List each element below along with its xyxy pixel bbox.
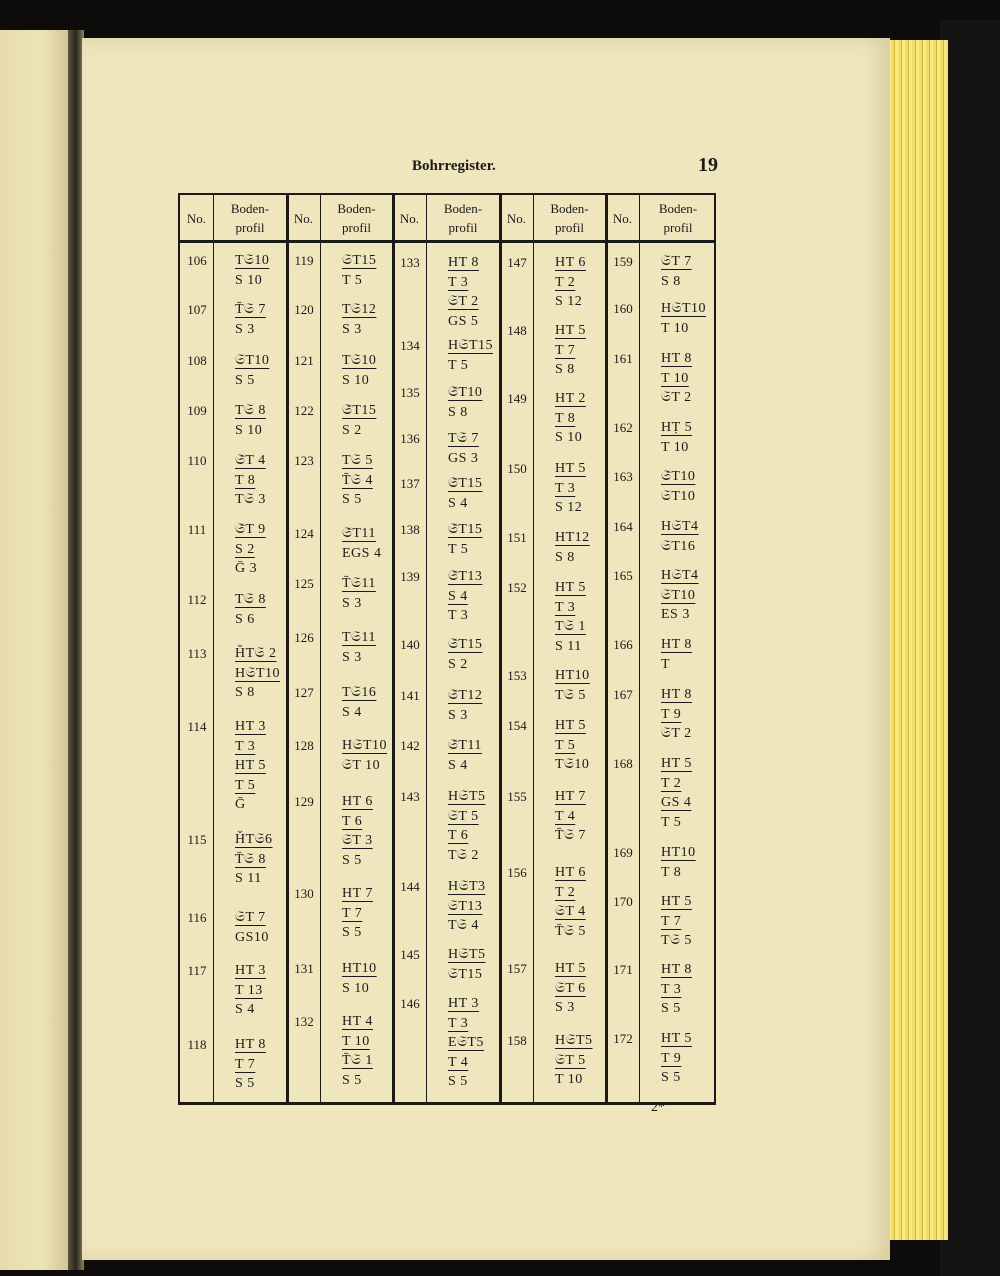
soil-profile-layer: HT 7 [555, 789, 586, 804]
soil-profile-layer: T 6 [448, 828, 469, 843]
entry-number: 147 [507, 255, 527, 270]
soil-profile-layer: T̄𝔖 7 [555, 828, 586, 843]
soil-profile-layer: T 2 [661, 775, 682, 791]
entry-number: 150 [507, 461, 527, 476]
entry-number: 117 [187, 963, 207, 978]
column-header-no: No. [186, 210, 207, 226]
soil-profile-layer: 𝔖T10 [661, 587, 696, 603]
soil-profile-layer: HT 8 [661, 351, 692, 366]
soil-profile-layer: T 8 [235, 472, 256, 488]
soil-profile-layer: T𝔖 8 [235, 592, 266, 607]
soil-profile-layer: S 10 [235, 272, 263, 288]
column-header-profile: Boden- profil [550, 201, 589, 235]
book-cover [940, 20, 1000, 1276]
soil-profile-layer: HT 8 [661, 687, 692, 702]
soil-profile-layer: HT 6 [555, 865, 586, 880]
entry-number: 106 [187, 253, 207, 268]
soil-profile-layer: S 4 [448, 495, 468, 511]
soil-profile-layer: 𝔖T10 [235, 353, 270, 368]
soil-profile-layer: T𝔖 4 [448, 918, 479, 933]
page-number: 19 [698, 154, 718, 176]
soil-profile-layer: HT 8 [448, 255, 479, 270]
soil-profile-layer: S 2 [342, 422, 362, 438]
soil-profile-layer: T 2 [555, 274, 576, 290]
entry-number: 119 [294, 253, 314, 268]
soil-profile-layer: S 3 [555, 1000, 575, 1015]
entry-number: 149 [507, 391, 527, 406]
soil-profile-layer: 𝔖̄T15 [342, 403, 377, 418]
soil-profile-layer: S 4 [342, 704, 362, 720]
soil-profile-layer: T 4 [448, 1054, 469, 1070]
soil-profile-layer: ȞT𝔖6 [235, 832, 273, 847]
soil-profile-layer: T 5 [448, 357, 469, 373]
soil-profile-layer: S 3 [235, 321, 255, 337]
entry-number: 143 [400, 789, 420, 804]
column-header-profile: Boden- profil [658, 201, 698, 235]
soil-profile-layer: S 10 [235, 422, 263, 438]
soil-profile-layer: T 13 [235, 982, 263, 998]
soil-profile-layer: T 3 [448, 274, 469, 290]
soil-profile-layer: 𝔖T16 [661, 538, 696, 554]
soil-profile-layer: 𝔖T 2 [448, 294, 479, 309]
entry-number: 148 [507, 323, 527, 338]
column-header-no: No. [293, 210, 314, 226]
soil-profile-layer: T 8 [555, 410, 576, 426]
entry-number: 118 [187, 1037, 207, 1052]
entry-number: 154 [507, 718, 527, 733]
column-header-profile: Boden- profil [443, 201, 483, 235]
soil-profile-layer: T 6 [342, 813, 363, 829]
entry-number: 170 [613, 894, 633, 909]
soil-profile-layer: HT10 [661, 845, 696, 860]
soil-profile-layer: T 10 [342, 1033, 370, 1049]
entry-number: 140 [400, 637, 420, 652]
soil-profile-layer: T̄𝔖 7 [235, 302, 266, 317]
soil-profile-layer: 𝔖̄T11 [342, 526, 376, 541]
soil-profile-layer: HṬ 5 [661, 420, 693, 435]
soil-profile-layer: 𝔖̄T12 [448, 688, 483, 703]
entry-number: 144 [400, 879, 420, 894]
soil-profile-layer: 𝔖T13 [448, 898, 483, 914]
soil-profile-layer: S 5 [342, 852, 362, 868]
entry-number: 138 [400, 522, 420, 537]
soil-profile-layer: HT 3 [235, 719, 266, 734]
soil-profile-layer: T 7 [661, 913, 682, 929]
soil-profile-layer: T 4 [555, 808, 576, 824]
soil-profile-layer: S 5 [661, 1070, 681, 1085]
soil-profile-layer: H𝔖T4 [661, 519, 699, 534]
soil-profile-layer: 𝔖̄T13 [448, 569, 483, 584]
soil-profile-layer: T𝔖 8 [235, 403, 266, 418]
soil-profile-layer: T𝔖11 [342, 630, 376, 645]
soil-profile-layer: T 9 [661, 706, 682, 722]
entry-number: 111 [187, 522, 207, 537]
soil-profile-layer: HT 5 [235, 758, 266, 773]
soil-profile-layer: T [661, 656, 671, 672]
soil-profile-layer: S 5 [448, 1074, 468, 1089]
soil-profile-layer: S 12 [555, 500, 583, 515]
soil-profile-layer: T̄𝔖 8 [235, 851, 266, 867]
entry-number: 122 [294, 403, 314, 418]
soil-profile-layer: GS 5 [448, 313, 479, 329]
soil-profile-layer: HT10 [555, 668, 590, 683]
soil-profile-layer: T̄𝔖 5 [555, 923, 586, 939]
soil-profile-layer: 𝔖T 2 [661, 726, 692, 741]
entry-number: 151 [507, 530, 527, 545]
soil-profile-layer: S 5 [342, 925, 362, 940]
entry-number: 125 [294, 576, 314, 591]
soil-profile-layer: T𝔖12 [342, 302, 377, 317]
entry-number: 166 [613, 637, 633, 652]
soil-profile-layer: Ḡ 3 [235, 561, 258, 576]
entry-number: 163 [613, 469, 633, 484]
soil-profile-layer: 𝔖̄T11 [448, 738, 482, 753]
soil-profile-layer: 𝔖̄T15 [448, 637, 483, 652]
soil-profile-layer: T 7 [555, 342, 576, 358]
entry-number: 155 [507, 789, 527, 804]
entry-number: 116 [187, 910, 207, 925]
soil-profile-layer: T 5 [342, 272, 363, 288]
soil-profile-layer: 𝔖T 5 [448, 808, 479, 824]
soil-profile-layer: H𝔖T5 [448, 789, 486, 804]
soil-profile-layer: S 8 [448, 404, 468, 420]
soil-profile-layer: 𝔖T 10 [342, 757, 381, 773]
soil-profile-layer: Ḡ [235, 797, 246, 812]
soil-profile-layer: T̄𝔖11 [342, 576, 376, 591]
soil-profile-layer: H𝔖T15 [448, 338, 493, 353]
entry-number: 114 [187, 719, 207, 734]
soil-profile-layer: S 5 [235, 372, 255, 388]
soil-profile-layer: ES 3 [661, 607, 690, 622]
entry-number: 146 [400, 996, 420, 1011]
soil-profile-layer: HT12 [555, 530, 590, 545]
entry-number: 113 [187, 646, 207, 661]
soil-profile-layer: S 10 [342, 372, 370, 388]
running-header: Bohrregister. [412, 158, 496, 174]
soil-profile-layer: S 8 [661, 273, 681, 289]
soil-profile-layer: HT 5 [555, 961, 586, 976]
soil-profile-layer: T𝔖 5 [342, 453, 373, 468]
entry-number: 130 [294, 886, 314, 901]
soil-profile-layer: GS 4 [661, 795, 692, 810]
soil-profile-layer: T𝔖 7 [448, 431, 479, 446]
soil-profile-layer: HT 4 [342, 1014, 373, 1029]
soil-profile-layer: T 3 [555, 599, 576, 615]
soil-profile-layer: T 2 [555, 884, 576, 900]
soil-profile-layer: S 3 [342, 595, 362, 611]
soil-profile-layer: T 10 [661, 320, 689, 336]
soil-profile-layer: HT 8 [661, 962, 692, 977]
soil-profile-layer: 𝔖T 4 [555, 904, 586, 919]
entry-number: 112 [187, 592, 207, 607]
entry-number: 108 [187, 353, 207, 368]
entry-number: 160 [613, 301, 633, 316]
entry-number: 109 [187, 403, 207, 418]
soil-profile-layer: HT 5 [555, 580, 586, 595]
entry-number: 110 [187, 453, 207, 468]
soil-profile-layer: 𝔖T15 [448, 966, 483, 982]
soil-profile-layer: T 10 [661, 370, 689, 386]
column-header-no: No. [506, 210, 527, 226]
bore-register-table [178, 193, 716, 1105]
soil-profile-layer: T𝔖 3 [235, 492, 266, 507]
soil-profile-layer: HT 5 [661, 1031, 692, 1046]
entry-number: 137 [400, 476, 420, 491]
entry-number: 165 [613, 568, 633, 583]
soil-profile-layer: HT 2 [555, 391, 586, 406]
soil-profile-layer: H𝔖T10 [342, 738, 387, 753]
soil-profile-layer: T𝔖16 [342, 685, 377, 700]
entry-number: 135 [400, 385, 420, 400]
entry-number: 127 [294, 685, 314, 700]
entry-number: 152 [507, 580, 527, 595]
soil-profile-layer: T̄𝔖 1 [342, 1053, 373, 1068]
soil-profile-layer: T 5 [235, 777, 256, 793]
soil-profile-layer: T 3 [661, 981, 682, 997]
entry-number: 158 [507, 1033, 527, 1048]
entry-number: 142 [400, 738, 420, 753]
soil-profile-layer: 𝔖T 2 [661, 390, 692, 405]
entry-number: 107 [187, 302, 207, 317]
entry-number: 159 [613, 254, 633, 269]
soil-profile-layer: T 10 [661, 439, 689, 455]
soil-profile-layer: HT 6 [555, 255, 586, 270]
soil-profile-layer: 𝔖̄T10 [661, 469, 696, 484]
soil-profile-layer: EGS 4 [342, 545, 382, 561]
soil-profile-layer: T𝔖 5 [555, 687, 586, 703]
entry-number: 120 [294, 302, 314, 317]
soil-profile-layer: HT 8 [661, 637, 692, 652]
soil-profile-layer: S 11 [555, 638, 582, 654]
soil-profile-layer: S 3 [342, 649, 362, 665]
soil-profile-layer: T𝔖 1 [555, 619, 586, 634]
soil-profile-layer: T 7 [235, 1056, 256, 1072]
soil-profile-layer: 𝔖T 3 [342, 833, 373, 848]
soil-profile-layer: S 2 [235, 541, 255, 557]
soil-profile-layer: HT 3 [235, 963, 266, 978]
soil-profile-layer: HT 7 [342, 886, 373, 901]
entry-number: 131 [294, 961, 314, 976]
entry-number: 132 [294, 1014, 314, 1029]
soil-profile-layer: S 2 [448, 656, 468, 672]
entry-number: 168 [613, 756, 633, 771]
entry-number: 169 [613, 845, 633, 860]
entry-number: 145 [400, 947, 420, 962]
entry-number: 171 [613, 962, 633, 977]
entry-number: 172 [613, 1031, 633, 1046]
soil-profile-layer: T𝔖10 [342, 353, 377, 368]
soil-profile-layer: HT 5 [555, 718, 586, 733]
soil-profile-layer: H𝔖T10 [661, 301, 706, 316]
entry-number: 115 [187, 832, 207, 847]
soil-profile-layer: T̄𝔖 4 [342, 472, 373, 488]
entry-number: 128 [294, 738, 314, 753]
column-header-profile: Boden- profil [230, 201, 270, 235]
soil-profile-layer: H𝔖T4 [661, 568, 699, 583]
soil-profile-layer: T 5 [555, 737, 576, 753]
entry-number: 129 [294, 794, 314, 809]
left-page [0, 30, 70, 1270]
soil-profile-layer: T𝔖10 [555, 757, 590, 772]
entry-number: 139 [400, 569, 420, 584]
soil-profile-layer: H𝔖T5 [555, 1033, 593, 1048]
soil-profile-layer: T 9 [661, 1050, 682, 1066]
soil-profile-layer: S 10 [555, 430, 583, 445]
soil-profile-layer: S 11 [235, 871, 262, 886]
entry-number: 164 [613, 519, 633, 534]
soil-profile-layer: 𝔖̄T 9 [235, 522, 266, 537]
soil-profile-layer: S 8 [235, 685, 255, 700]
soil-profile-layer: 𝔖T 7 [661, 254, 692, 269]
soil-profile-layer: HT 3 [448, 996, 479, 1011]
soil-profile-layer: T 5 [448, 541, 469, 557]
soil-profile-layer: S 5 [235, 1076, 255, 1091]
soil-profile-layer: HT 5 [555, 323, 586, 338]
soil-profile-layer: H𝔖T5 [448, 947, 486, 962]
entry-number: 126 [294, 630, 314, 645]
soil-profile-layer: GS 3 [448, 450, 479, 466]
soil-profile-layer: S 6 [235, 611, 255, 627]
soil-profile-layer: S 5 [661, 1001, 681, 1016]
soil-profile-layer: H𝔖T10 [235, 665, 280, 681]
soil-profile-layer: GS10 [235, 929, 269, 945]
soil-profile-layer: 𝔖T 7 [235, 910, 266, 925]
soil-profile-layer: T𝔖 5 [661, 933, 692, 948]
soil-profile-layer: S 8 [555, 362, 575, 377]
sheet-signature: 2* [651, 1100, 665, 1115]
soil-profile-layer: T 8 [661, 864, 682, 880]
soil-profile-layer: ȞT𝔖 2 [235, 646, 277, 661]
soil-profile-layer: S 5 [342, 492, 362, 507]
entry-number: 162 [613, 420, 633, 435]
soil-profile-layer: HT 6 [342, 794, 373, 809]
entry-number: 156 [507, 865, 527, 880]
soil-profile-layer: HT 5 [661, 756, 692, 771]
soil-profile-layer: T 10 [555, 1072, 583, 1087]
entry-number: 124 [294, 526, 314, 541]
soil-profile-layer: S 4 [235, 1002, 255, 1017]
soil-profile-layer: E𝔖T5 [448, 1035, 484, 1050]
entry-number: 141 [400, 688, 420, 703]
soil-profile-layer: S 5 [342, 1072, 362, 1088]
entry-number: 123 [294, 453, 314, 468]
soil-profile-layer: S 4 [448, 588, 468, 604]
soil-profile-layer: S 12 [555, 294, 583, 309]
header-rule [180, 240, 714, 243]
soil-profile-layer: 𝔖̄T10 [448, 385, 483, 400]
soil-profile-layer: H𝔖T3 [448, 879, 486, 894]
soil-profile-layer: 𝔖̄T15 [448, 476, 483, 491]
soil-profile-layer: S 4 [448, 757, 468, 773]
soil-profile-layer: 𝔖T 6 [555, 980, 586, 996]
soil-profile-layer: HT10 [342, 961, 377, 976]
column-header-profile: Boden- profil [337, 201, 376, 235]
soil-profile-layer: T 5 [661, 814, 682, 830]
soil-profile-layer: S 3 [342, 321, 362, 337]
column-header-no: No. [612, 210, 633, 226]
entry-number: 121 [294, 353, 314, 368]
entry-number: 167 [613, 687, 633, 702]
entry-number: 153 [507, 668, 527, 683]
soil-profile-layer: T 7 [342, 905, 363, 921]
entry-number: 134 [400, 338, 420, 353]
soil-profile-layer: T𝔖10 [235, 253, 270, 268]
entry-number: 161 [613, 351, 633, 366]
entry-number: 157 [507, 961, 527, 976]
soil-profile-layer: 𝔖̄T15 [448, 522, 483, 537]
soil-profile-layer: S 8 [555, 549, 575, 565]
soil-profile-layer: T 3 [235, 738, 256, 754]
soil-profile-layer: 𝔖T10 [661, 488, 696, 504]
soil-profile-layer: S 10 [342, 980, 370, 996]
soil-profile-layer: 𝔖T15 [342, 253, 377, 268]
soil-profile-layer: HT 8 [235, 1037, 266, 1052]
entry-number: 133 [400, 255, 420, 270]
soil-profile-layer: HT 5 [661, 894, 692, 909]
entry-number: 136 [400, 431, 420, 446]
soil-profile-layer: 𝔖T 5 [555, 1052, 586, 1068]
soil-profile-layer: T 3 [448, 1015, 469, 1031]
soil-profile-layer: S 3 [448, 707, 468, 723]
soil-profile-layer: T𝔖 2 [448, 847, 479, 863]
soil-profile-layer: HT 5 [555, 461, 586, 476]
soil-profile-layer: T 3 [555, 480, 576, 496]
soil-profile-layer: 𝔖̄T 4 [235, 453, 266, 468]
column-header-no: No. [399, 210, 420, 226]
soil-profile-layer: T 3 [448, 608, 469, 623]
